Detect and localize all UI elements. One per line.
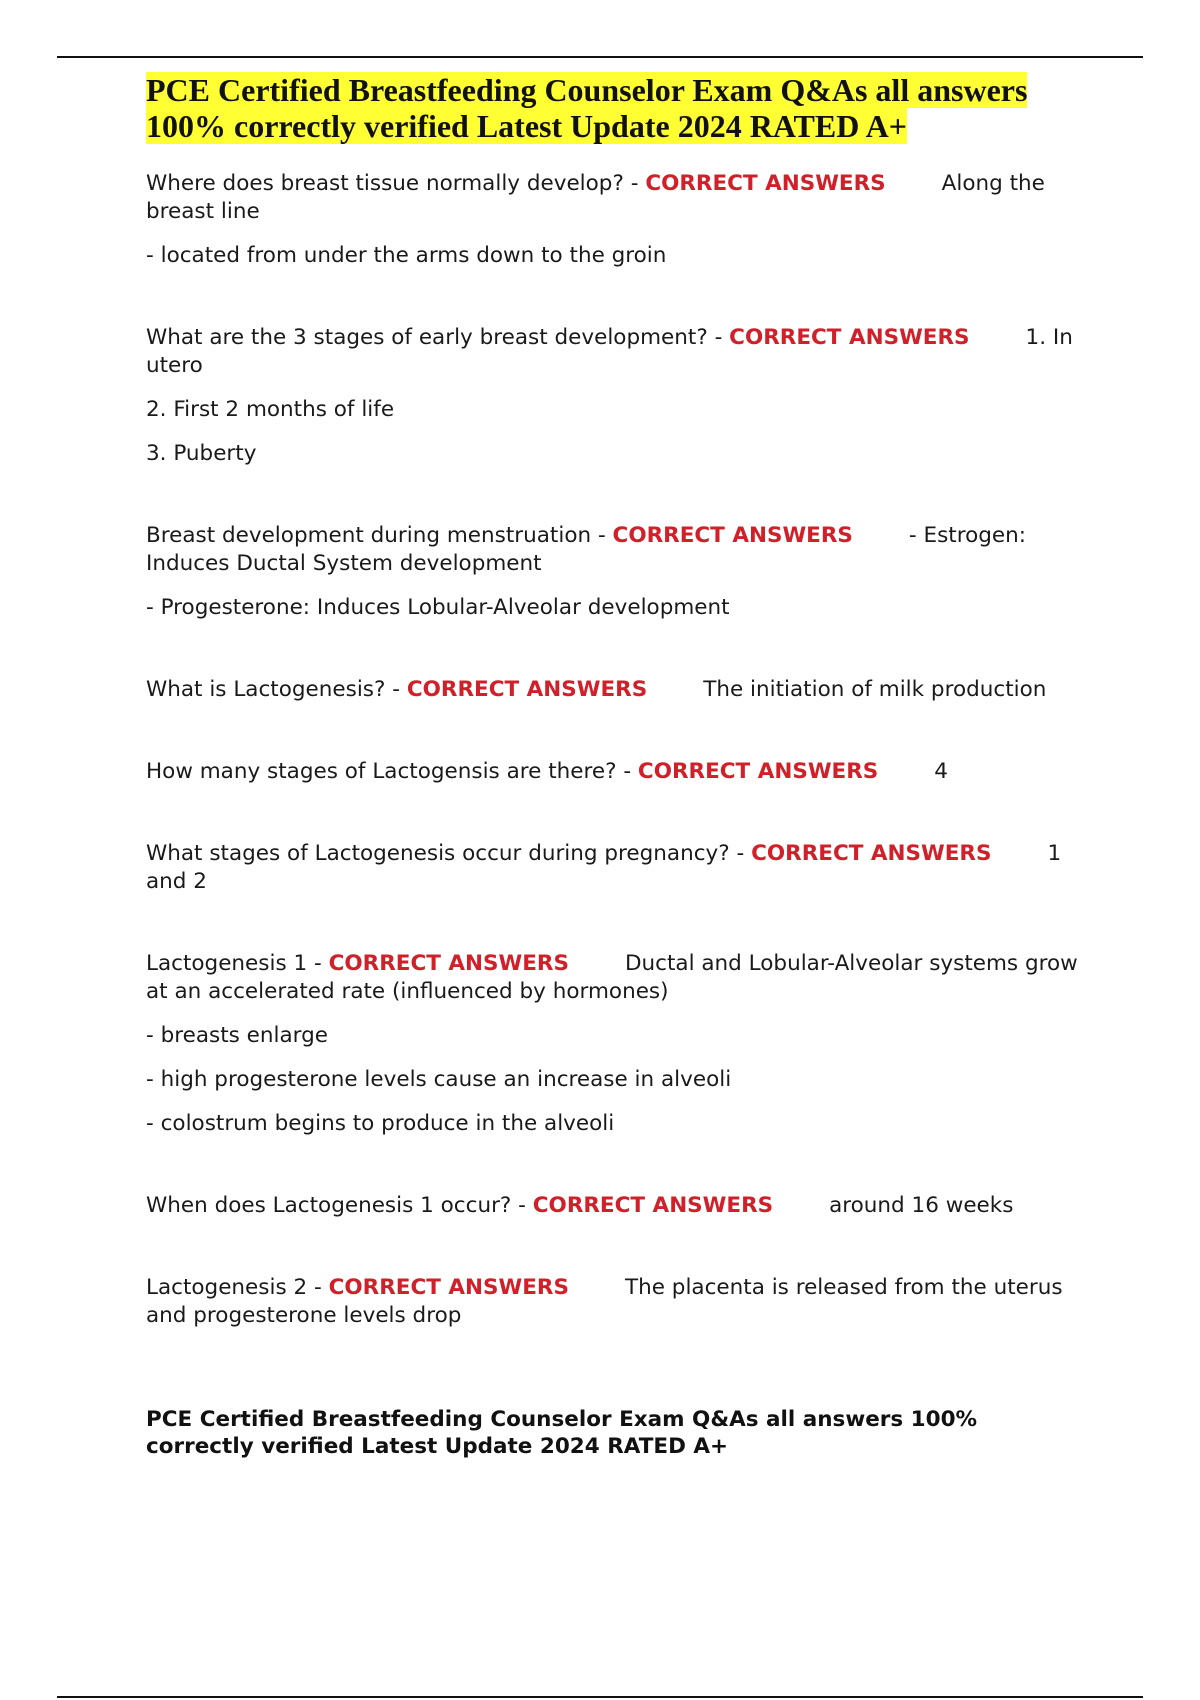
correct-answers-label: CORRECT ANSWERS [729,325,970,350]
question-text: What is Lactogenesis? [146,677,386,702]
answer-detail-line: - breasts enlarge [146,1023,329,1048]
question-text: What stages of Lactogenesis occur during pregnancy? [146,841,730,866]
qa-item [146,1192,1086,1220]
answer-detail-line: 3. Puberty [146,441,257,466]
question-separator: - [307,1275,329,1300]
question-separator: - [616,759,638,784]
qa-item [146,676,1086,704]
qa-item [146,1274,1086,1330]
qa-item [146,840,1086,896]
document-body [146,72,1086,1460]
question-text: Where does breast tissue normally develop? [146,171,624,196]
answer-text: around 16 weeks [829,1193,1014,1218]
answer-text: 4 [934,759,948,784]
qa-item [146,324,1086,468]
question-separator: - [729,841,752,866]
answer-detail-line: - located from under the arms down to the groin [146,243,667,268]
footer-title: PCE Certified Breastfeeding Counselor Exam Q&As all answers 100% correctly verified Latest Update 2024 RATED A+ [146,1407,978,1459]
answer-detail-line: - colostrum begins to produce in the alveoli [146,1111,615,1136]
answer-text: - Estrogen: Induces Ductal System development [146,523,1026,576]
answer-detail-line: - Progesterone: Induces Lobular-Alveolar development [146,595,730,620]
answer-text: 1 and 2 [146,841,1062,894]
qa-question-line [146,324,1086,380]
question-separator: - [511,1193,533,1218]
correct-answers-label: CORRECT ANSWERS [751,841,992,866]
bottom-rule [57,1696,1143,1698]
qa-question-line [146,676,1086,704]
qa-question-line [146,522,1086,578]
answer-text: Ductal and Lobular-Alveolar systems grow at an accelerated rate (influenced by hormones) [146,951,1078,1004]
correct-answers-label: CORRECT ANSWERS [645,171,886,196]
qa-question-line [146,1192,1086,1220]
question-separator: - [307,951,329,976]
question-separator: - [707,325,730,350]
question-separator: - [385,677,407,702]
answer-text: Along the breast line [146,171,1045,224]
correct-answers-label: CORRECT ANSWERS [532,1193,774,1218]
question-text: Lactogenesis 1 [146,951,308,976]
answer-text: The placenta is released from the uterus and progesterone levels drop [146,1275,1063,1328]
qa-question-line [146,170,1086,226]
qa-question-line [146,840,1086,896]
question-text: Breast development during menstruation [146,523,592,548]
answer-text: 1. In utero [146,325,1073,378]
correct-answers-label: CORRECT ANSWERS [328,951,569,976]
qa-item [146,522,1086,622]
question-separator: - [623,171,646,196]
qa-item [146,170,1086,270]
qa-question-line [146,950,1086,1006]
answer-detail-line: 2. First 2 months of life [146,397,395,422]
correct-answers-label: CORRECT ANSWERS [637,759,879,784]
question-separator: - [591,523,613,548]
correct-answers-label: CORRECT ANSWERS [328,1275,569,1300]
document-title [146,72,1086,144]
qa-list [146,170,1086,1330]
qa-item [146,950,1086,1138]
question-text: What are the 3 stages of early breast development? [146,325,708,350]
correct-answers-label: CORRECT ANSWERS [406,677,648,702]
qa-question-line [146,758,1086,786]
question-text: Lactogenesis 2 [146,1275,308,1300]
document-title-text: PCE Certified Breastfeeding Counselor Exam Q&As all answers 100% correctly verified Latest Update 2024 RATED A+ [146,72,1028,144]
qa-item [146,758,1086,786]
top-rule [57,56,1143,58]
correct-answers-label: CORRECT ANSWERS [612,523,853,548]
question-text: When does Lactogenesis 1 occur? [146,1193,512,1218]
answer-text: The initiation of milk production [703,677,1047,702]
question-text: How many stages of Lactogensis are there? [146,759,617,784]
qa-question-line [146,1274,1086,1330]
answer-detail-line: - high progesterone levels cause an increase in alveoli [146,1067,732,1092]
